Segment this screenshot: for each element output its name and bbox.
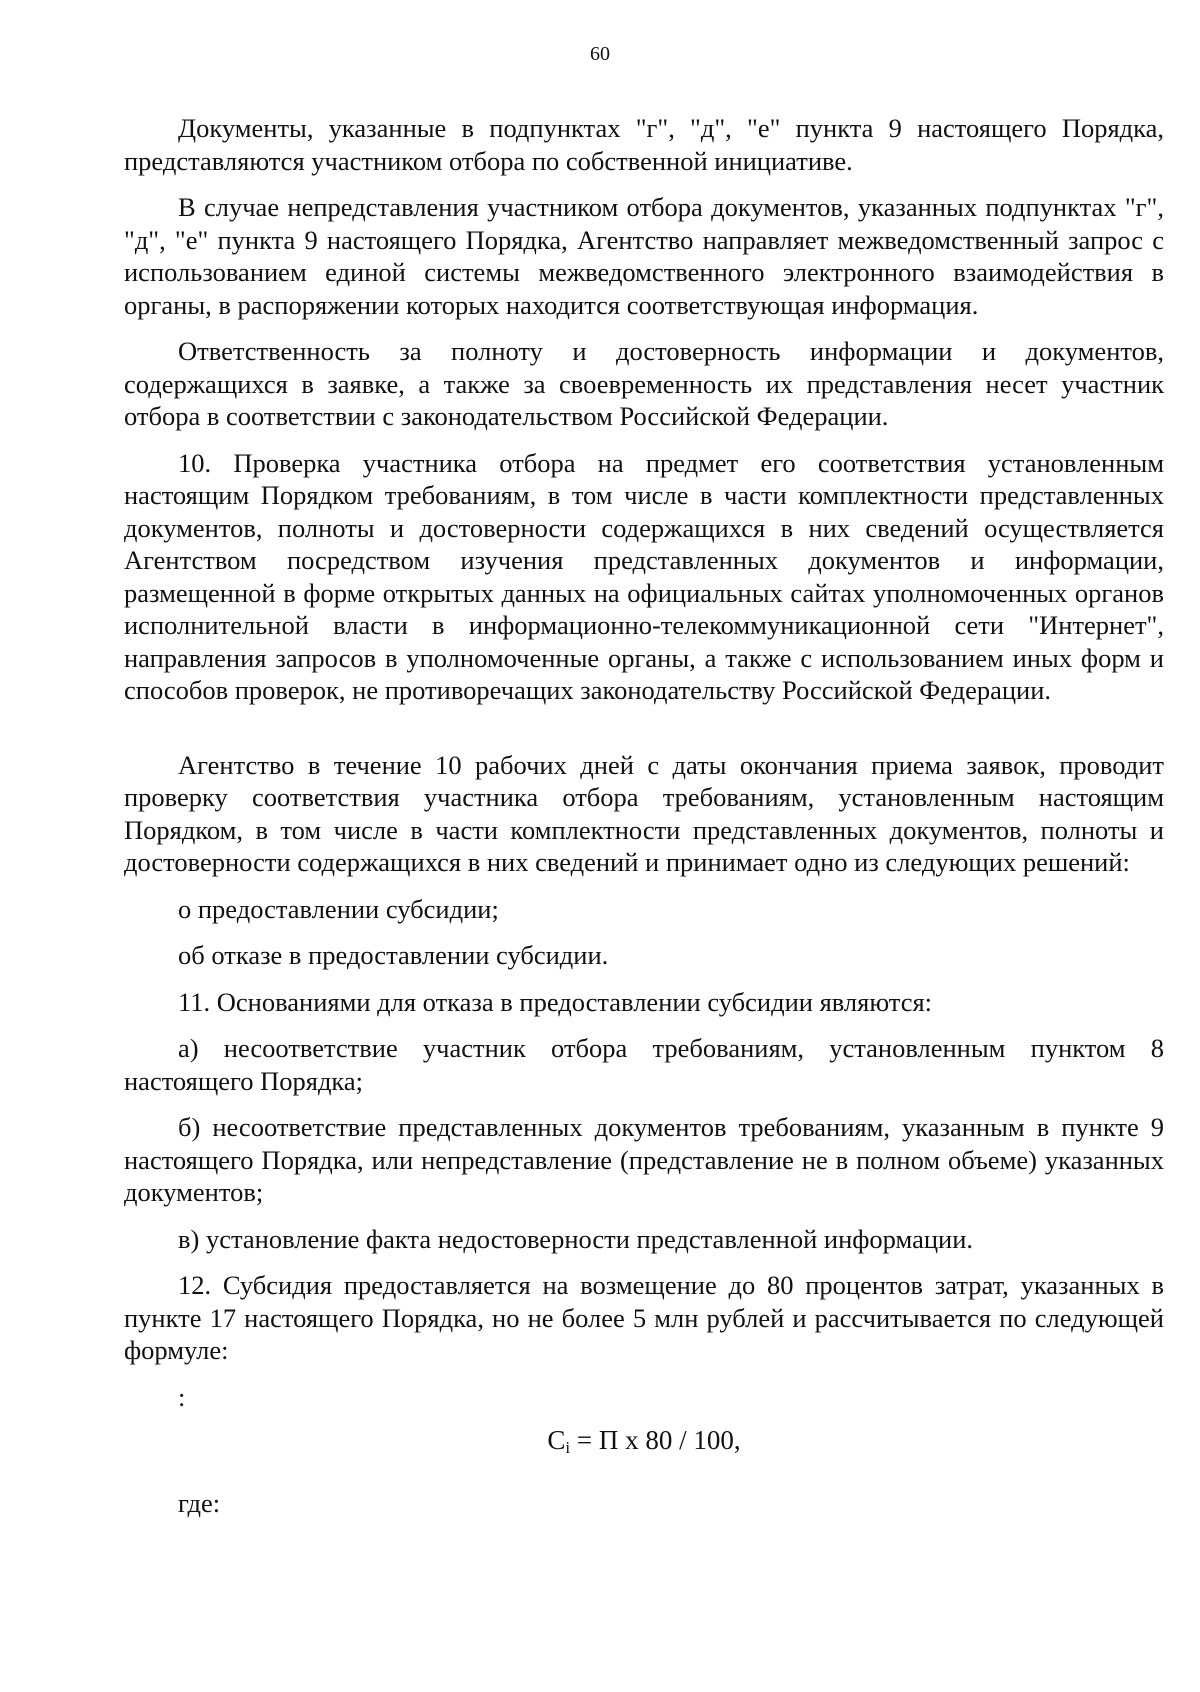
paragraph: Документы, указанные в подпунктах "г", "д", "е" пункта 9 настоящего Порядка, представляются участником отбора по собственной инициативе. [124,113,1164,176]
formula-subscript: i [565,1438,571,1457]
decision-option: об отказе в предоставлении субсидии. [178,940,609,970]
paragraph: В случае непредставления участником отбора документов, указанных подпунктах "г", "д", "е" пункта 9 настоящего Порядка, Агентство направляет межведомственный запрос с использованием единой системы межведомственного электронного взаимодействия в органы, в распоряжении которых находится соответствующая информация. [124,192,1164,320]
where-label: где: [178,1488,221,1518]
subitem-b: б) несоответствие представленных документов требованиям, указанным в пункте 9 настоящего Порядка, или непредставление (представление не в полном объеме) указанных документов; [124,1112,1164,1207]
subitem-a: а) несоответствие участник отбора требованиям, установленным пунктом 8 настоящего Порядка; [124,1033,1164,1096]
paragraph: Ответственность за полноту и достоверность информации и документов, содержащихся в заявке, а также за своевременность их представления несет участник отбора в соответствии с законодательством Российской Федерации. [124,336,1164,431]
subitem-v: в) установление факта недостоверности представленной информации. [178,1223,974,1254]
paragraph-item-10: 10. Проверка участника отбора на предмет его соответствия установленным настоящим Порядком требованиям, в том числе в части комплектности представленных документов, полноты и достоверности содержащихся в них сведений осуществляется Агентством посредством изучения представленных документов и информации, размещенной в форме открытых данных на официальных сайтах уполномоченных органов исполнительной власти в информационно-телекоммуникационной сети "Интернет", направления запросов в уполномоченные органы, а также с использованием иных форм и способов проверок, не противоречащих законодательству Российской Федерации. [124,447,1164,705]
document-body [124,112,1164,1534]
paragraph: Агентство в течение 10 рабочих дней с даты окончания приема заявок, проводит проверку соответствия участника отбора требованиям, установленным настоящим Порядком, в том числе в части комплектности представленных документов, полноты и достоверности содержащихся в них сведений и принимает одно из следующих решений: [124,749,1164,877]
decision-option: о предоставлении субсидии; [178,893,499,924]
formula-rhs: = П x 80 / 100, [570,1425,741,1455]
formula-lhs: C [547,1425,566,1455]
subsidy-formula [124,1423,1164,1465]
paragraph-item-12: 12. Субсидия предоставляется на возмещение до 80 процентов затрат, указанных в пункте 17 настоящего Порядка, но не более 5 млн рублей и рассчитывается по следующей формуле: [124,1270,1164,1365]
colon-line: : [178,1381,186,1412]
page-number: 60 [590,43,610,65]
paragraph-item-11: 11. Основаниями для отказа в предоставлении субсидии являются: [178,986,933,1017]
